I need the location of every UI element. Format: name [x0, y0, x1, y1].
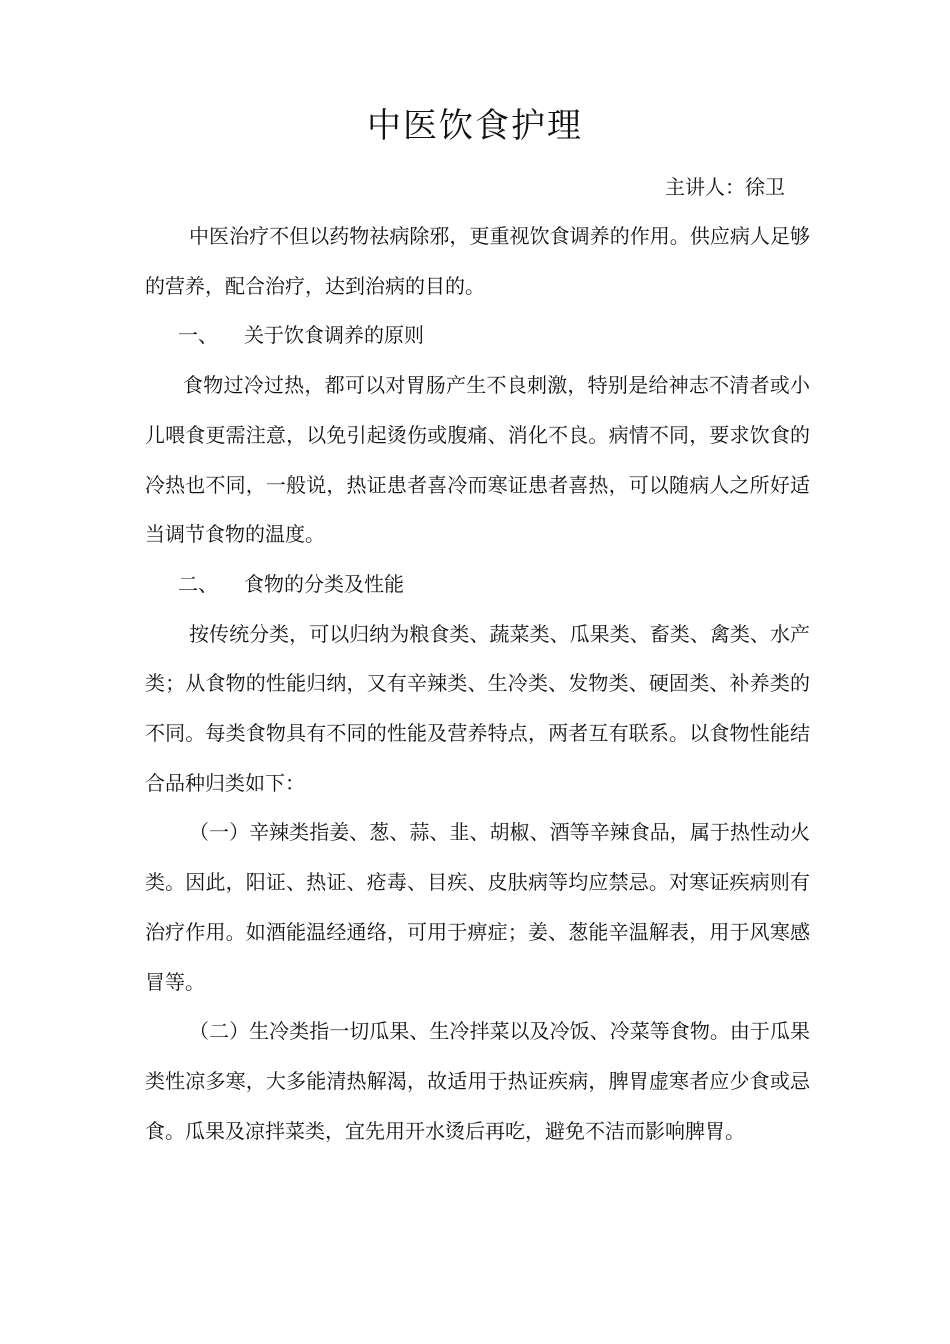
spicy-food-paragraph: （一）辛辣类指姜、葱、蒜、韭、胡椒、酒等辛辣食品，属于热性动火类。因此，阳证、热证、疮毒、目疾、皮肤病等均应禁忌。对寒证疾病则有治疗作用。如酒能温经通络，可用于痹症；姜、葱能辛温解表，用于风寒感冒等。 — [145, 820, 810, 994]
classification-paragraph: 按传统分类，可以归纳为粮食类、蔬菜类、瓜果类、畜类、禽类、水产类；从食物的性能归纳，又有辛辣类、生冷类、发物类、硬固类、补养类的不同。每类食物具有不同的性能及营养特点，两者互有联系。以食物性能结合品种归类如下： — [145, 621, 810, 795]
document-title: 中医饮食护理 — [367, 106, 583, 146]
cold-food-paragraph: （二）生冷类指一切瓜果、生冷拌菜以及冷饭、冷菜等食物。由于瓜果类性凉多寒，大多能清热解渴，故适用于热证疾病，脾胃虚寒者应少食或忌食。瓜果及凉拌菜类，宜先用开水烫后再吃，避免不洁而影响脾胃。 — [145, 1019, 810, 1143]
section-number: 二、 — [178, 571, 218, 596]
presenter-line: 主讲人：徐卫 — [665, 175, 785, 199]
document-body — [145, 212, 810, 1156]
section-heading-text: 关于饮食调养的原则 — [244, 323, 424, 348]
section-heading-1 — [145, 311, 810, 361]
principle-paragraph: 食物过冷过热，都可以对胃肠产生不良刺激，特别是给神志不清者或小儿喂食更需注意，以免引起烫伤或腹痛、消化不良。病情不同，要求饮食的冷热也不同，一般说，热证患者喜冷而寒证患者喜热，可以随病人之所好适当调节食物的温度。 — [145, 373, 810, 547]
section-number: 一、 — [178, 323, 218, 348]
intro-paragraph: 中医治疗不但以药物祛病除邪，更重视饮食调养的作用。供应病人足够的营养，配合治疗，达到治病的目的。 — [145, 224, 810, 298]
section-heading-2 — [145, 560, 810, 610]
section-heading-text: 食物的分类及性能 — [244, 571, 404, 596]
